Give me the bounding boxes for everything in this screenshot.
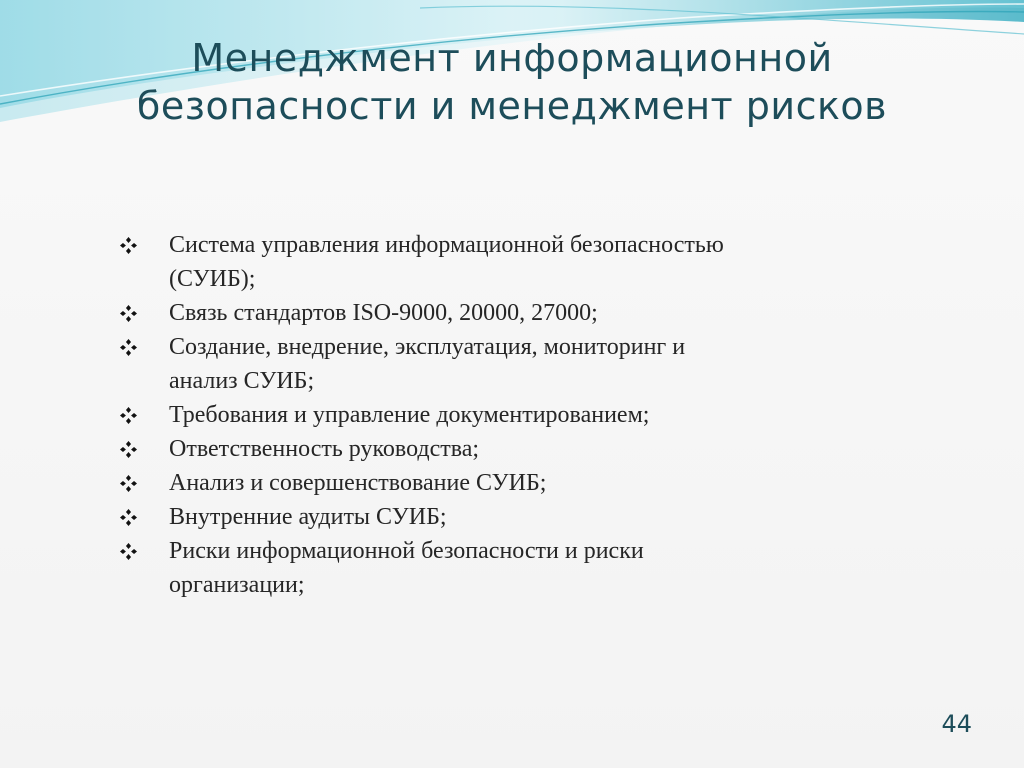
- list-item-text: Ответственность руководства;: [169, 436, 480, 462]
- list-item: [120, 466, 900, 500]
- four-diamond-bullet-icon: [120, 237, 137, 254]
- list-item: [120, 534, 900, 602]
- list-item-text-line-2: анализ СУИБ;: [169, 368, 315, 394]
- four-diamond-bullet-icon: [120, 441, 137, 458]
- list-item-text-line-1: Риски информационной безопасности и риски: [169, 538, 644, 564]
- four-diamond-bullet-icon: [120, 543, 137, 560]
- four-diamond-bullet-icon: [120, 407, 137, 424]
- list-item-text-line-2: организации;: [169, 572, 305, 598]
- four-diamond-bullet-icon: [120, 305, 137, 322]
- four-diamond-bullet-icon: [120, 339, 137, 356]
- page-number: 44: [941, 710, 972, 738]
- list-item-text: Анализ и совершенствование СУИБ;: [169, 470, 547, 496]
- list-item: [120, 296, 900, 330]
- four-diamond-bullet-icon: [120, 509, 137, 526]
- list-item-text-line-1: Создание, внедрение, эксплуатация, мониторинг и: [169, 334, 686, 360]
- list-item-text-line-2: (СУИБ);: [169, 266, 256, 292]
- list-item: [120, 432, 900, 466]
- bullet-list: [120, 228, 900, 602]
- list-item-text: Внутренние аудиты СУИБ;: [169, 504, 447, 530]
- list-item-text-line-1: Система управления информационной безопасностью: [169, 232, 724, 258]
- four-diamond-bullet-icon: [120, 475, 137, 492]
- list-item: [120, 398, 900, 432]
- slide-title-line-2: безопасности и менеджмент рисков: [136, 84, 888, 128]
- slide-title-line-1: Менеджмент информационной: [191, 36, 833, 80]
- slide-title: [60, 34, 964, 130]
- list-item-text: Связь стандартов ISO-9000, 20000, 27000;: [169, 300, 598, 326]
- list-item: [120, 228, 900, 296]
- list-item: [120, 330, 900, 398]
- list-item-text: Требования и управление документированием;: [169, 402, 650, 428]
- list-item: [120, 500, 900, 534]
